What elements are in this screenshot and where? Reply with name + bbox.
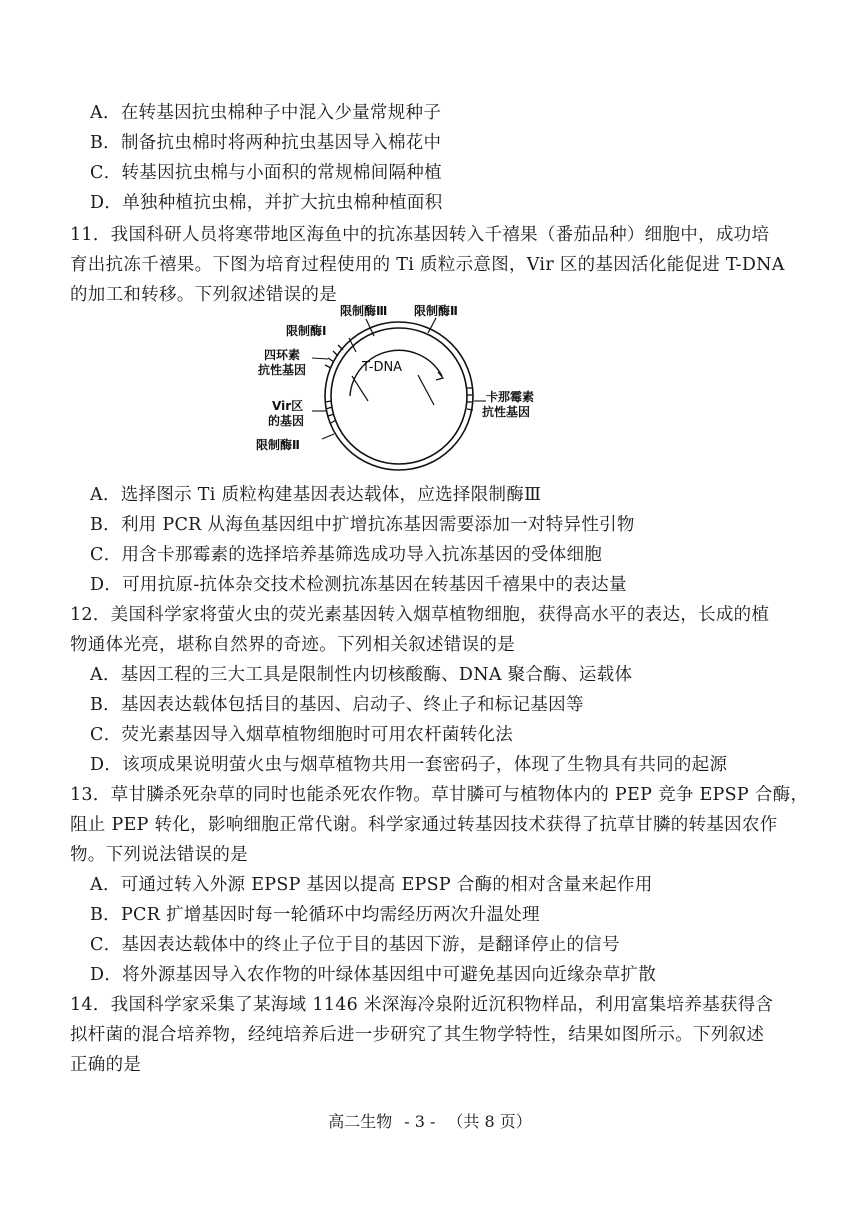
q12-option-b: B．基因表达载体包括目的基因、启动子、终止子和标记基因等	[90, 695, 584, 715]
q11-option-a: A．选择图示 Ti 质粒构建基因表达载体，应选择限制酶Ⅲ	[90, 485, 542, 505]
q12-option-d: D．该项成果说明萤火虫与烟草植物共用一套密码子，体现了生物具有共同的起源	[90, 755, 728, 775]
label-vir-2: 的基因	[268, 414, 305, 428]
q11-stem-line-3: 的加工和转移。下列叙述错误的是	[70, 285, 337, 305]
label-restriction-enzyme-2-bottom: 限制酶Ⅱ	[256, 438, 300, 452]
label-vir-1: Vir区	[272, 399, 304, 413]
q13-option-d: D．将外源基因导入农作物的叶绿体基因组中可避免基因向近缘杂草扩散	[90, 965, 657, 985]
q14-stem-line-1: 14．我国科学家采集了某海域 1146 米深海冷泉附近沉积物样品，利用富集培养基获得含	[70, 995, 774, 1015]
label-restriction-enzyme-3: 限制酶Ⅲ	[340, 304, 388, 318]
label-kanamycin-1: 卡那霉素	[486, 390, 535, 404]
page-footer	[0, 1112, 860, 1132]
label-tetracycline-1: 四环素	[264, 348, 301, 362]
label-restriction-enzyme-2-top: 限制酶Ⅱ	[414, 304, 458, 318]
tet-resistance-region	[325, 345, 343, 368]
q11-option-c: C．用含卡那霉素的选择培养基筛选成功导入抗冻基因的受体细胞	[90, 545, 603, 565]
q13-option-b: B．PCR 扩增基因时每一轮循环中均需经历两次升温处理	[90, 905, 540, 925]
q11-option-d: D．可用抗原-抗体杂交技术检测抗冻基因在转基因千禧果中的表达量	[90, 575, 627, 595]
q14-stem-line-2: 拟杆菌的混合培养物，经纯培养后进一步研究了其生物学特性，结果如图所示。下列叙述	[70, 1025, 765, 1045]
q13-option-a: A．可通过转入外源 EPSP 基因以提高 EPSP 合酶的相对含量来起作用	[90, 875, 653, 895]
q12-stem-line-1: 12．美国科学家将萤火虫的荧光素基因转入烟草植物细胞，获得高水平的表达，长成的植	[70, 605, 770, 625]
label-tetracycline-2: 抗性基因	[258, 363, 307, 377]
q10-option-d: D．单独种植抗虫棉，并扩大抗虫棉种植面积	[90, 193, 443, 213]
enzyme2-bottom-pointer	[322, 434, 334, 439]
q11-stem-line-2: 育出抗冻千禧果。下图为培育过程使用的 Ti 质粒示意图，Vir 区的基因活化能促进 T-DNA	[70, 255, 785, 275]
label-kanamycin-2: 抗性基因	[482, 405, 531, 419]
q10-option-b: B．制备抗虫棉时将两种抗虫基因导入棉花中	[90, 133, 442, 153]
q10-option-a: A．在转基因抗虫棉种子中混入少量常规种子	[90, 103, 442, 123]
label-restriction-enzyme-1: 限制酶Ⅰ	[286, 324, 327, 338]
q13-stem-line-3: 物。下列说法错误的是	[70, 845, 248, 865]
q12-option-c: C．荧光素基因导入烟草植物细胞时可用农杆菌转化法	[90, 725, 514, 745]
plasmid-inner-ring	[331, 328, 467, 464]
q12-stem-line-2: 物通体光亮，堪称自然界的奇迹。下列相关叙述错误的是	[70, 635, 515, 655]
footer-subject: 高二生物	[328, 1112, 393, 1131]
q11-stem-line-1: 11．我国科研人员将寒带地区海鱼中的抗冻基因转入千禧果（番茄品种）细胞中，成功培	[70, 225, 770, 245]
q13-stem-line-1: 13．草甘膦杀死杂草的同时也能杀死农作物。草甘膦可与植物体内的 PEP 竞争 EPSP 合酶，	[70, 785, 809, 805]
q13-stem-line-2: 阻止 PEP 转化，影响细胞正常代谢。科学家通过转基因技术获得了抗草甘膦的转基因农作	[70, 815, 778, 835]
plasmid-outer-ring	[325, 322, 473, 470]
footer-page-number: - 3 -	[404, 1112, 436, 1131]
label-tdna: T-DNA	[362, 360, 403, 375]
q11-option-b: B．利用 PCR 从海鱼基因组中扩增抗冻基因需要添加一对特异性引物	[90, 515, 635, 535]
q14-stem-line-3: 正确的是	[70, 1055, 142, 1075]
q12-option-a: A．基因工程的三大工具是限制性内切核酸酶、DNA 聚合酶、运载体	[90, 665, 633, 685]
q13-option-c: C．基因表达载体中的终止子位于目的基因下游，是翻译停止的信号	[90, 935, 620, 955]
q10-option-c: C．转基因抗虫棉与小面积的常规棉间隔种植	[90, 163, 442, 183]
footer-total-pages: （共 8 页）	[447, 1112, 532, 1131]
ti-plasmid-diagram	[246, 298, 546, 480]
